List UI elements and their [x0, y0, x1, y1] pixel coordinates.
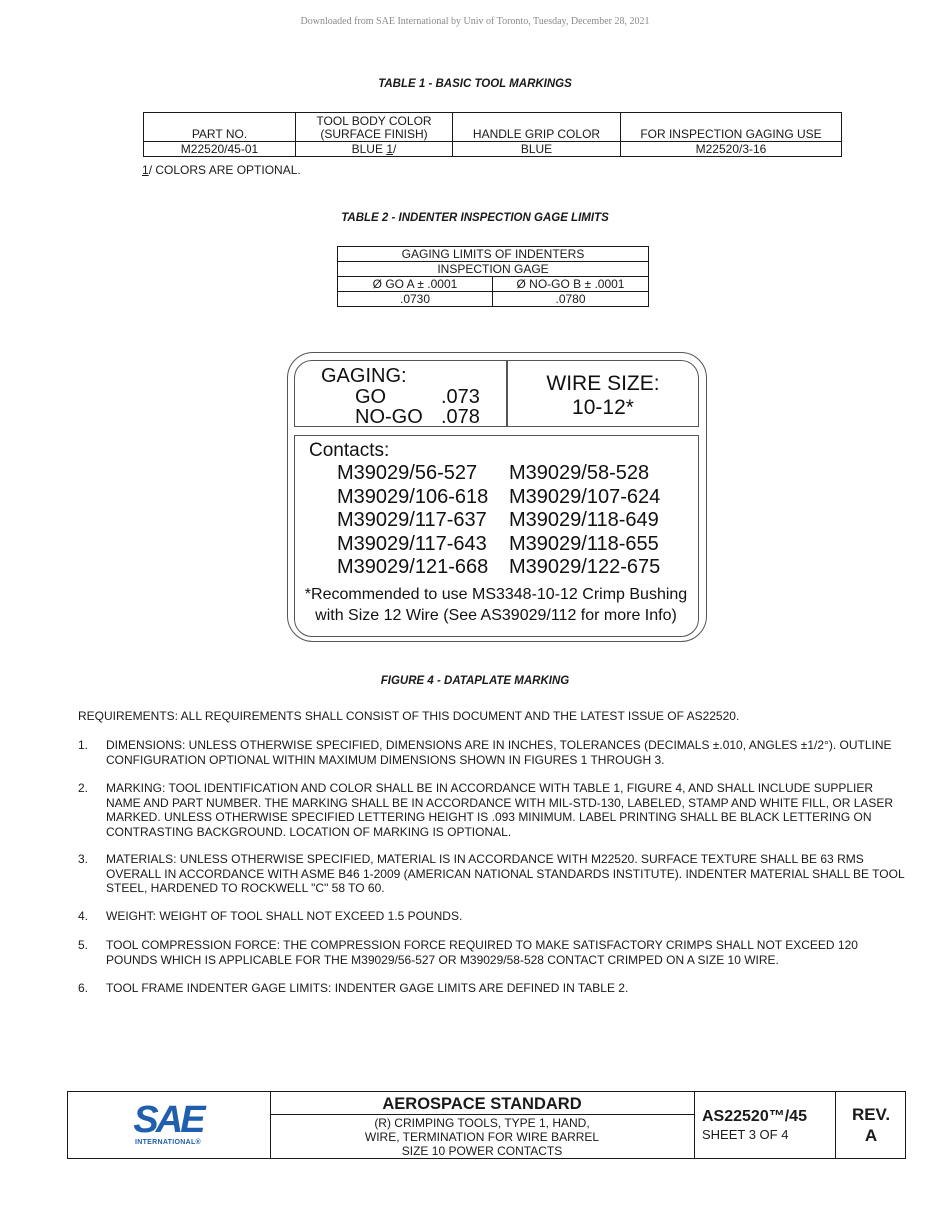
basic-tool-markings-table — [143, 112, 842, 157]
table1-caption: TABLE 1 - BASIC TOOL MARKINGS — [378, 78, 572, 90]
cell-inspection-gage: M22520/3-16 — [621, 142, 842, 157]
table-row — [144, 142, 842, 157]
table2-caption: TABLE 2 - INDENTER INSPECTION GAGE LIMITS — [341, 212, 609, 224]
gaging-label: GAGING: — [321, 365, 407, 387]
go-value: .073 — [441, 386, 480, 408]
body-color-value: BLUE — [351, 141, 383, 156]
item-number: 5. — [78, 938, 89, 952]
header-tool-body-color — [296, 113, 453, 142]
table2-subtitle: INSPECTION GAGE — [338, 262, 649, 277]
cell-nogo-value: .0780 — [493, 292, 649, 307]
dataplate-top-panel — [294, 360, 699, 427]
title-block-hline — [270, 1114, 694, 1115]
title-block-divider — [694, 1092, 695, 1158]
requirement-marking: MARKING: TOOL IDENTIFICATION AND COLOR SHALL BE IN ACCORDANCE WITH TABLE 1, FIGURE 4, AND SHALL INCLUDE SUPPLIER NAME AND PART NUMBER. THE MARKING SHALL BE IN ACCORDANCE WITH MIL-STD-130, LABELED, STAMP AND WHITE FILL, OR LASER MARKED. UNLESS OTHERWISE SPECIFIED LETTERING HEIGHT IS .093 MINIMUM. LABEL PRINTING SHALL BE BLACK LETTERING ON CONTRASTING BACKGROUND. LOCATION OF MARKING IS OPTIONAL. — [106, 781, 894, 839]
body-color-footnote-ref: 1 — [386, 141, 394, 156]
sae-logo — [128, 1099, 208, 1150]
header-tool-body-color-line1: TOOL BODY COLOR — [316, 114, 432, 128]
dataplate-note-line2: with Size 12 Wire (See AS39029/112 for more Info) — [315, 607, 677, 624]
nogo-label: NO-GO — [355, 406, 423, 428]
go-label: GO — [355, 386, 387, 408]
contacts-right-column — [509, 462, 660, 580]
body-color-footnote-slash: / — [393, 141, 397, 156]
cell-grip-color: BLUE — [453, 142, 621, 157]
footnote-mark: 1 — [142, 163, 149, 177]
requirement-gage-limits: TOOL FRAME INDENTER GAGE LIMITS: INDENTER GAGE LIMITS ARE DEFINED IN TABLE 2. — [106, 981, 629, 995]
header-tool-body-color-line2: (SURFACE FINISH) — [320, 127, 428, 141]
dataplate-contacts-panel — [294, 435, 699, 637]
list-item: M39029/122-675 — [509, 556, 661, 578]
revision-label: REV. — [851, 1105, 891, 1124]
header-go: Ø GO A ± .0001 — [338, 277, 493, 292]
requirement-weight: WEIGHT: WEIGHT OF TOOL SHALL NOT EXCEED 1.5 POUNDS. — [106, 909, 463, 923]
item-number: 4. — [78, 909, 89, 923]
list-item: M39029/118-649 — [509, 509, 659, 531]
revision — [835, 1104, 907, 1146]
indenter-gage-limits-table — [337, 246, 649, 307]
title-block — [67, 1091, 906, 1159]
sae-logo-mark: SAE — [133, 1099, 203, 1141]
sae-logo-subtitle — [128, 1138, 208, 1148]
footnote-text: / COLORS ARE OPTIONAL. — [148, 163, 301, 177]
standard-type: AEROSPACE STANDARD — [382, 1095, 582, 1113]
table1-footnote — [142, 163, 301, 177]
cell-part-no: M22520/45-01 — [144, 142, 296, 157]
document-number: AS22520™/45 — [702, 1108, 807, 1125]
requirement-dimensions: DIMENSIONS: UNLESS OTHERWISE SPECIFIED, DIMENSIONS ARE IN INCHES, TOLERANCES (DECIMALS ±.010, ANGLES ±1/2°). OUTLINE CONFIGURATION OPTIONAL WITHIN MAXIMUM DIMENSIONS SHOWN IN FIGURES 1 THROUGH 3. — [106, 738, 892, 767]
table-header-row — [144, 113, 842, 142]
nogo-value: .078 — [441, 406, 480, 428]
contacts-label: Contacts: — [309, 440, 390, 461]
sae-logo-subtitle-text: INTERNATIONAL — [134, 1139, 196, 1146]
table2-title: GAGING LIMITS OF INDENTERS — [338, 247, 649, 262]
wire-size-label: WIRE SIZE: — [546, 372, 660, 395]
header-inspection-gaging: FOR INSPECTION GAGING USE — [621, 113, 842, 142]
list-item: M39029/117-637 — [337, 509, 487, 531]
item-number: 3. — [78, 852, 89, 866]
dataplate-figure — [287, 352, 707, 642]
revision-value: A — [864, 1126, 878, 1145]
list-item: M39029/121-668 — [337, 556, 489, 578]
cell-body-color — [296, 142, 453, 157]
header-handle-grip-color: HANDLE GRIP COLOR — [453, 113, 621, 142]
cell-go-value: .0730 — [338, 292, 493, 307]
item-number: 6. — [78, 981, 89, 995]
header-nogo: Ø NO-GO B ± .0001 — [493, 277, 649, 292]
requirement-materials: MATERIALS: UNLESS OTHERWISE SPECIFIED, MATERIAL IS IN ACCORDANCE WITH M22520. SURFACE TEXTURE SHALL BE 63 RMS OVERALL IN ACCORDANCE WITH ASME B46 1-2009 (AMERICAN NATIONAL STANDARDS INSTITUTE). INDENTER MATERIAL SHALL BE TOOL STEEL, HARDENED TO ROCKWELL "C" 58 TO 60. — [106, 852, 905, 895]
sae-logo-registered: ® — [195, 1139, 201, 1146]
requirement-compression-force: TOOL COMPRESSION FORCE: THE COMPRESSION FORCE REQUIRED TO MAKE SATISFACTORY CRIMPS SHALL NOT EXCEED 120 POUNDS WHICH IS APPLICABLE FOR THE M39029/56-527 OR M39029/58-528 CONTACT CRIMPED ON A SIZE 10 WIRE. — [106, 938, 858, 967]
download-watermark: Downloaded from SAE International by Univ of Toronto, Tuesday, December 28, 2021 — [300, 16, 650, 27]
table-header-row — [338, 277, 649, 292]
figure4-caption: FIGURE 4 - DATAPLATE MARKING — [380, 675, 570, 687]
sheet-number: SHEET 3 OF 4 — [702, 1127, 789, 1142]
description-line: WIRE, TERMINATION FOR WIRE BARREL — [364, 1130, 600, 1144]
item-number: 2. — [78, 781, 89, 795]
list-item: M39029/118-655 — [509, 532, 659, 555]
item-number: 1. — [78, 738, 89, 752]
description-line: SIZE 10 POWER CONTACTS — [401, 1144, 563, 1158]
contacts-left-column — [337, 462, 488, 580]
description-line: (R) CRIMPING TOOLS, TYPE 1, HAND, — [374, 1116, 590, 1130]
list-item: M39029/58-528 — [509, 462, 650, 484]
table-row — [338, 292, 649, 307]
list-item: M39029/56-527 — [337, 462, 478, 484]
requirements-intro: REQUIREMENTS: ALL REQUIREMENTS SHALL CONSIST OF THIS DOCUMENT AND THE LATEST ISSUE OF AS22520. — [78, 709, 740, 723]
header-part-no: PART NO. — [144, 113, 296, 142]
dataplate-note-line1: *Recommended to use MS3348-10-12 Crimp Bushing — [304, 586, 688, 603]
wire-size-value: 10-12* — [572, 396, 634, 419]
document-description — [270, 1116, 694, 1158]
list-item: M39029/107-624 — [509, 485, 661, 508]
list-item: M39029/117-643 — [337, 532, 487, 555]
list-item: M39029/106-618 — [337, 485, 489, 508]
